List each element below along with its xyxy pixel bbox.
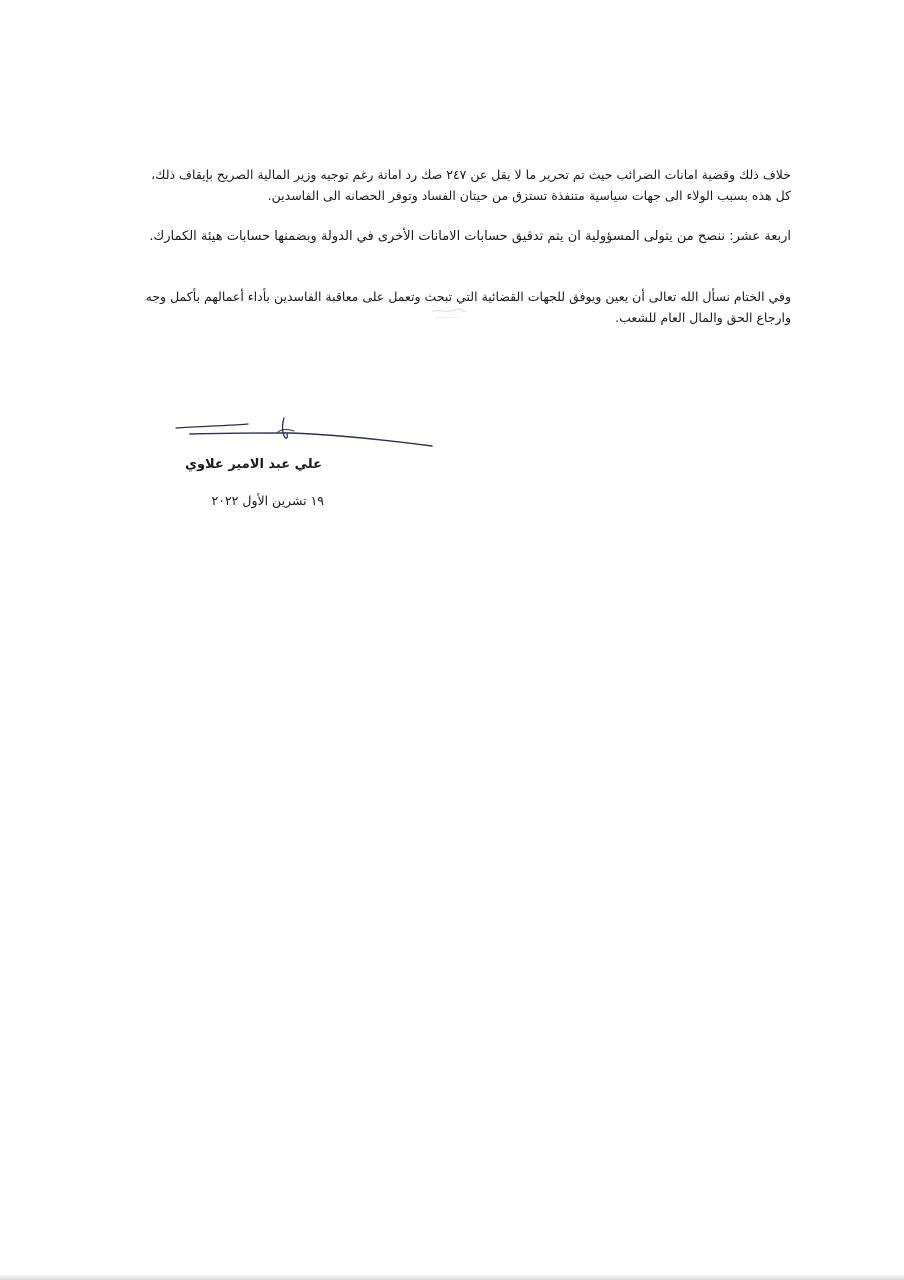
paragraph-recommendation-fourteen: اربعة عشر: ننصح من يتولى المسؤولية ان يتم تدقيق حسابات الامانات الأخرى في الدولة وبضمنها حسابات هيئة الكمارك.: [149, 229, 791, 244]
signatory-name: علي عبد الامير علاوي: [185, 457, 322, 472]
handwritten-signature: [170, 414, 440, 454]
paragraph-closing: وفي الختام نسأل الله تعالى أن يعين ويوفق للجهات القضائية التي تبحث وتعمل على معاقبة الفاسدين بأداء أعمالهم بأكمل وجه وارجاع الحق والمال العام للشعب.: [145, 289, 791, 325]
ink-smudge: [428, 300, 468, 324]
paragraph-tax-deposits: خلاف ذلك وقضية امانات الضرائب حيث تم تحرير ما لا يقل عن ٢٤٧ صك رد امانة رغم توجيه وزير المالية الصريح بإيقاف ذلك، كل هذه بسبب الولاء الى جهات سياسية متنفذة تستزق من حيتان الفساد وتوفر الحصانه الى الفاسدين.: [151, 167, 791, 203]
page-bottom-edge: [0, 1274, 904, 1280]
signature-date: ١٩ تشرين الأول ٢٠٢٢: [211, 493, 324, 508]
